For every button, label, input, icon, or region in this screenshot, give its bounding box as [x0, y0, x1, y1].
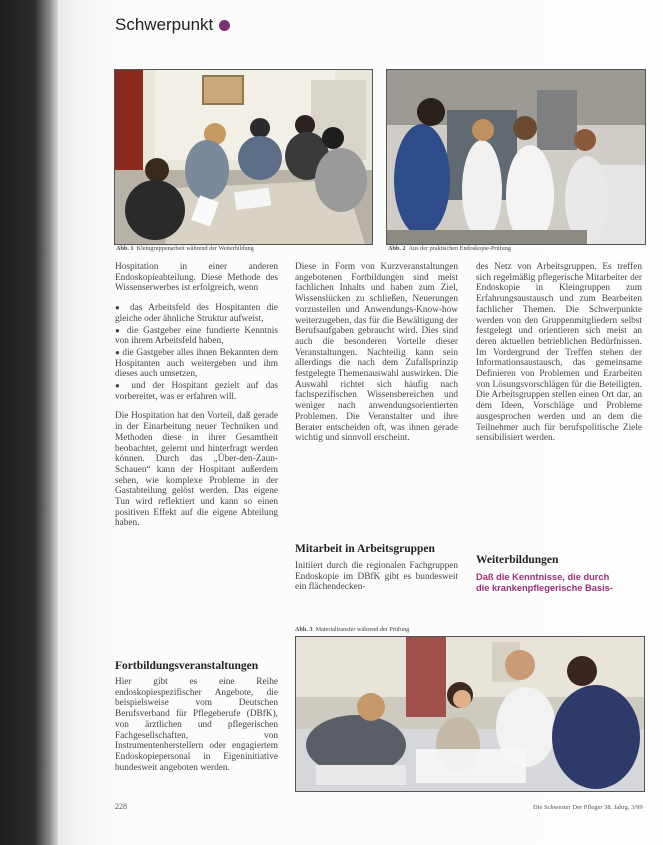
caption-abb2: [388, 245, 511, 252]
book-binding-shadow: [0, 0, 58, 845]
column-2-lower: [295, 561, 458, 602]
column-2: [295, 262, 458, 453]
section-header: [115, 15, 230, 35]
column-1-lower: [115, 677, 278, 782]
bullet-item: ● die Gastgeber eine fundierte Kenntnis von ihrem Arbeitsfeld haben,: [115, 326, 278, 347]
photo-material-transfer: [295, 636, 645, 792]
body-paragraph: Die Hospitation hat den Vorteil, daß gerade in der Einarbeitung neuer Techniken und Methoden diese in ihrer Gesamtheit beobachtet, gelernt und hinterfragt werden können. Durch das „Über-den-Zaun-Schauen“ kann der Hospitant außerdem sehen, wie komplexe Probleme in der Gastabteilung gelöst werden. Das eigene Tun wird reflektiert und kann so einen positiven Effekt auf die eigene Abteilung haben.: [115, 411, 278, 529]
body-paragraph: des Netz von Arbeitsgruppen. Es treffen sich regelmäßig pflegerische Mitarbeiter der Endoskopie in Kleingruppen zum Erfahrungsaustausch und zum Bearbeiten fachlicher Themen. Die Schwerpunkte werden von den Gruppenmitgliedern selbst festgelegt und orientieren sich meist an deren aktuellen betrieblichen Bedürfnissen. Im Vordergrund der Treffen stehen der Informationsaustausch, das gemeinsame Definieren von Problemen und Erarbeiten von Lösungsvorschlägen für die Beteiligten. Die Arbeitsgruppen stellen einen Ort dar, an dem Ideen, Vorschläge und Probleme ausgesprochen werden und an dem die Teilnehmer auch für berufspolitische Ziele sensibilisiert werden.: [476, 262, 642, 444]
heading-fortbildung: Fortbildungsveranstaltungen: [115, 660, 259, 672]
photo-practical-exam: [386, 69, 646, 245]
caption-label: Abb. 1: [116, 245, 134, 252]
body-paragraph: Diese in Form von Kurzveranstaltungen angebotenen Fortbildungen sind meist fachlichen Inhalts und haben zum Ziel, Wissenslücken zu schließen, Neuerungen vorzustellen und Anwendungs-Know-how weiterzugeben, das für die Bewältigung der Berufsaufgaben gebraucht wird. Dies sind auch die besonderen Vorteile dieser Veranstaltungen. Nachteilig kann sein allerdings die nach dem Zufallsprinzip festgelegte Themenauswahl auswirken. Die Auswahl richtet sich häufig nach fachspezifischen Wissensbereichen und weniger nach anwendungsorientierten Problemen. Die Veranstalter und ihre Berater entscheiden oft, was ihnen gerade wichtig und sinnvoll erscheint.: [295, 262, 458, 444]
body-paragraph: Initiiert durch die regionalen Fachgruppen Endoskopie im DBfK gibt es bundesweit ein flächendecken-: [295, 561, 458, 593]
caption-text: Aus der praktischen Endoskopie-Prüfung: [408, 245, 511, 252]
heading-weiterbildungen: Weiterbildungen: [476, 554, 559, 566]
bullet-item: ● das Arbeitsfeld des Hospitanten die gleiche oder ähnliche Struktur aufweist,: [115, 303, 278, 324]
heading-arbeitsgruppen: Mitarbeit in Arbeitsgruppen: [295, 543, 435, 555]
section-title: Schwerpunkt: [115, 15, 214, 34]
column-1: [115, 262, 278, 538]
lead-line: die krankenpflegerische Basis-: [476, 583, 613, 593]
body-paragraph: Hier gibt es eine Reihe endoskopiespezifischer Angebote, die beispielsweise vom Deutschen Berufsverband für Pflegeberufe (DBfK), von ärztlichen und pflegerischen Fachgesellschaften, von Instrumentenherstellern oder engagiertem Endoskopiepersonal in Eigeninitiative bundesweit angeboten werden.: [115, 677, 278, 773]
bullet-item: ● die Gastgeber alles ihnen Bekannten dem Hospitanten auch weitergeben und ihm dieses auch umsetzen,: [115, 348, 278, 380]
lead-text: [476, 572, 613, 594]
column-3: [476, 262, 642, 453]
caption-abb3: [295, 626, 409, 633]
caption-label: Abb. 3: [295, 626, 313, 633]
section-dot-icon: [219, 20, 230, 31]
bullet-item: ● und der Hospitant gezielt auf das vorbereitet, was er erfahren will.: [115, 381, 278, 402]
intro-paragraph: Hospitation in einer anderen Endoskopieabteilung. Diese Methode des Wissenserwerbes ist erfolgreich, wenn: [115, 262, 278, 294]
lead-line: Daß die Kenntnisse, die durch: [476, 572, 610, 582]
journal-footer: Die Schwester Der Pfleger 38. Jahrg. 3/99: [533, 804, 643, 811]
caption-label: Abb. 2: [388, 245, 406, 252]
caption-text: Materialtransfer während der Prüfung: [315, 626, 410, 633]
caption-text: Kleingruppenarbeit während der Weiterbildung: [136, 245, 254, 252]
page-number: 228: [115, 802, 127, 811]
caption-abb1: [116, 245, 254, 252]
photo-group-work: [114, 69, 373, 245]
